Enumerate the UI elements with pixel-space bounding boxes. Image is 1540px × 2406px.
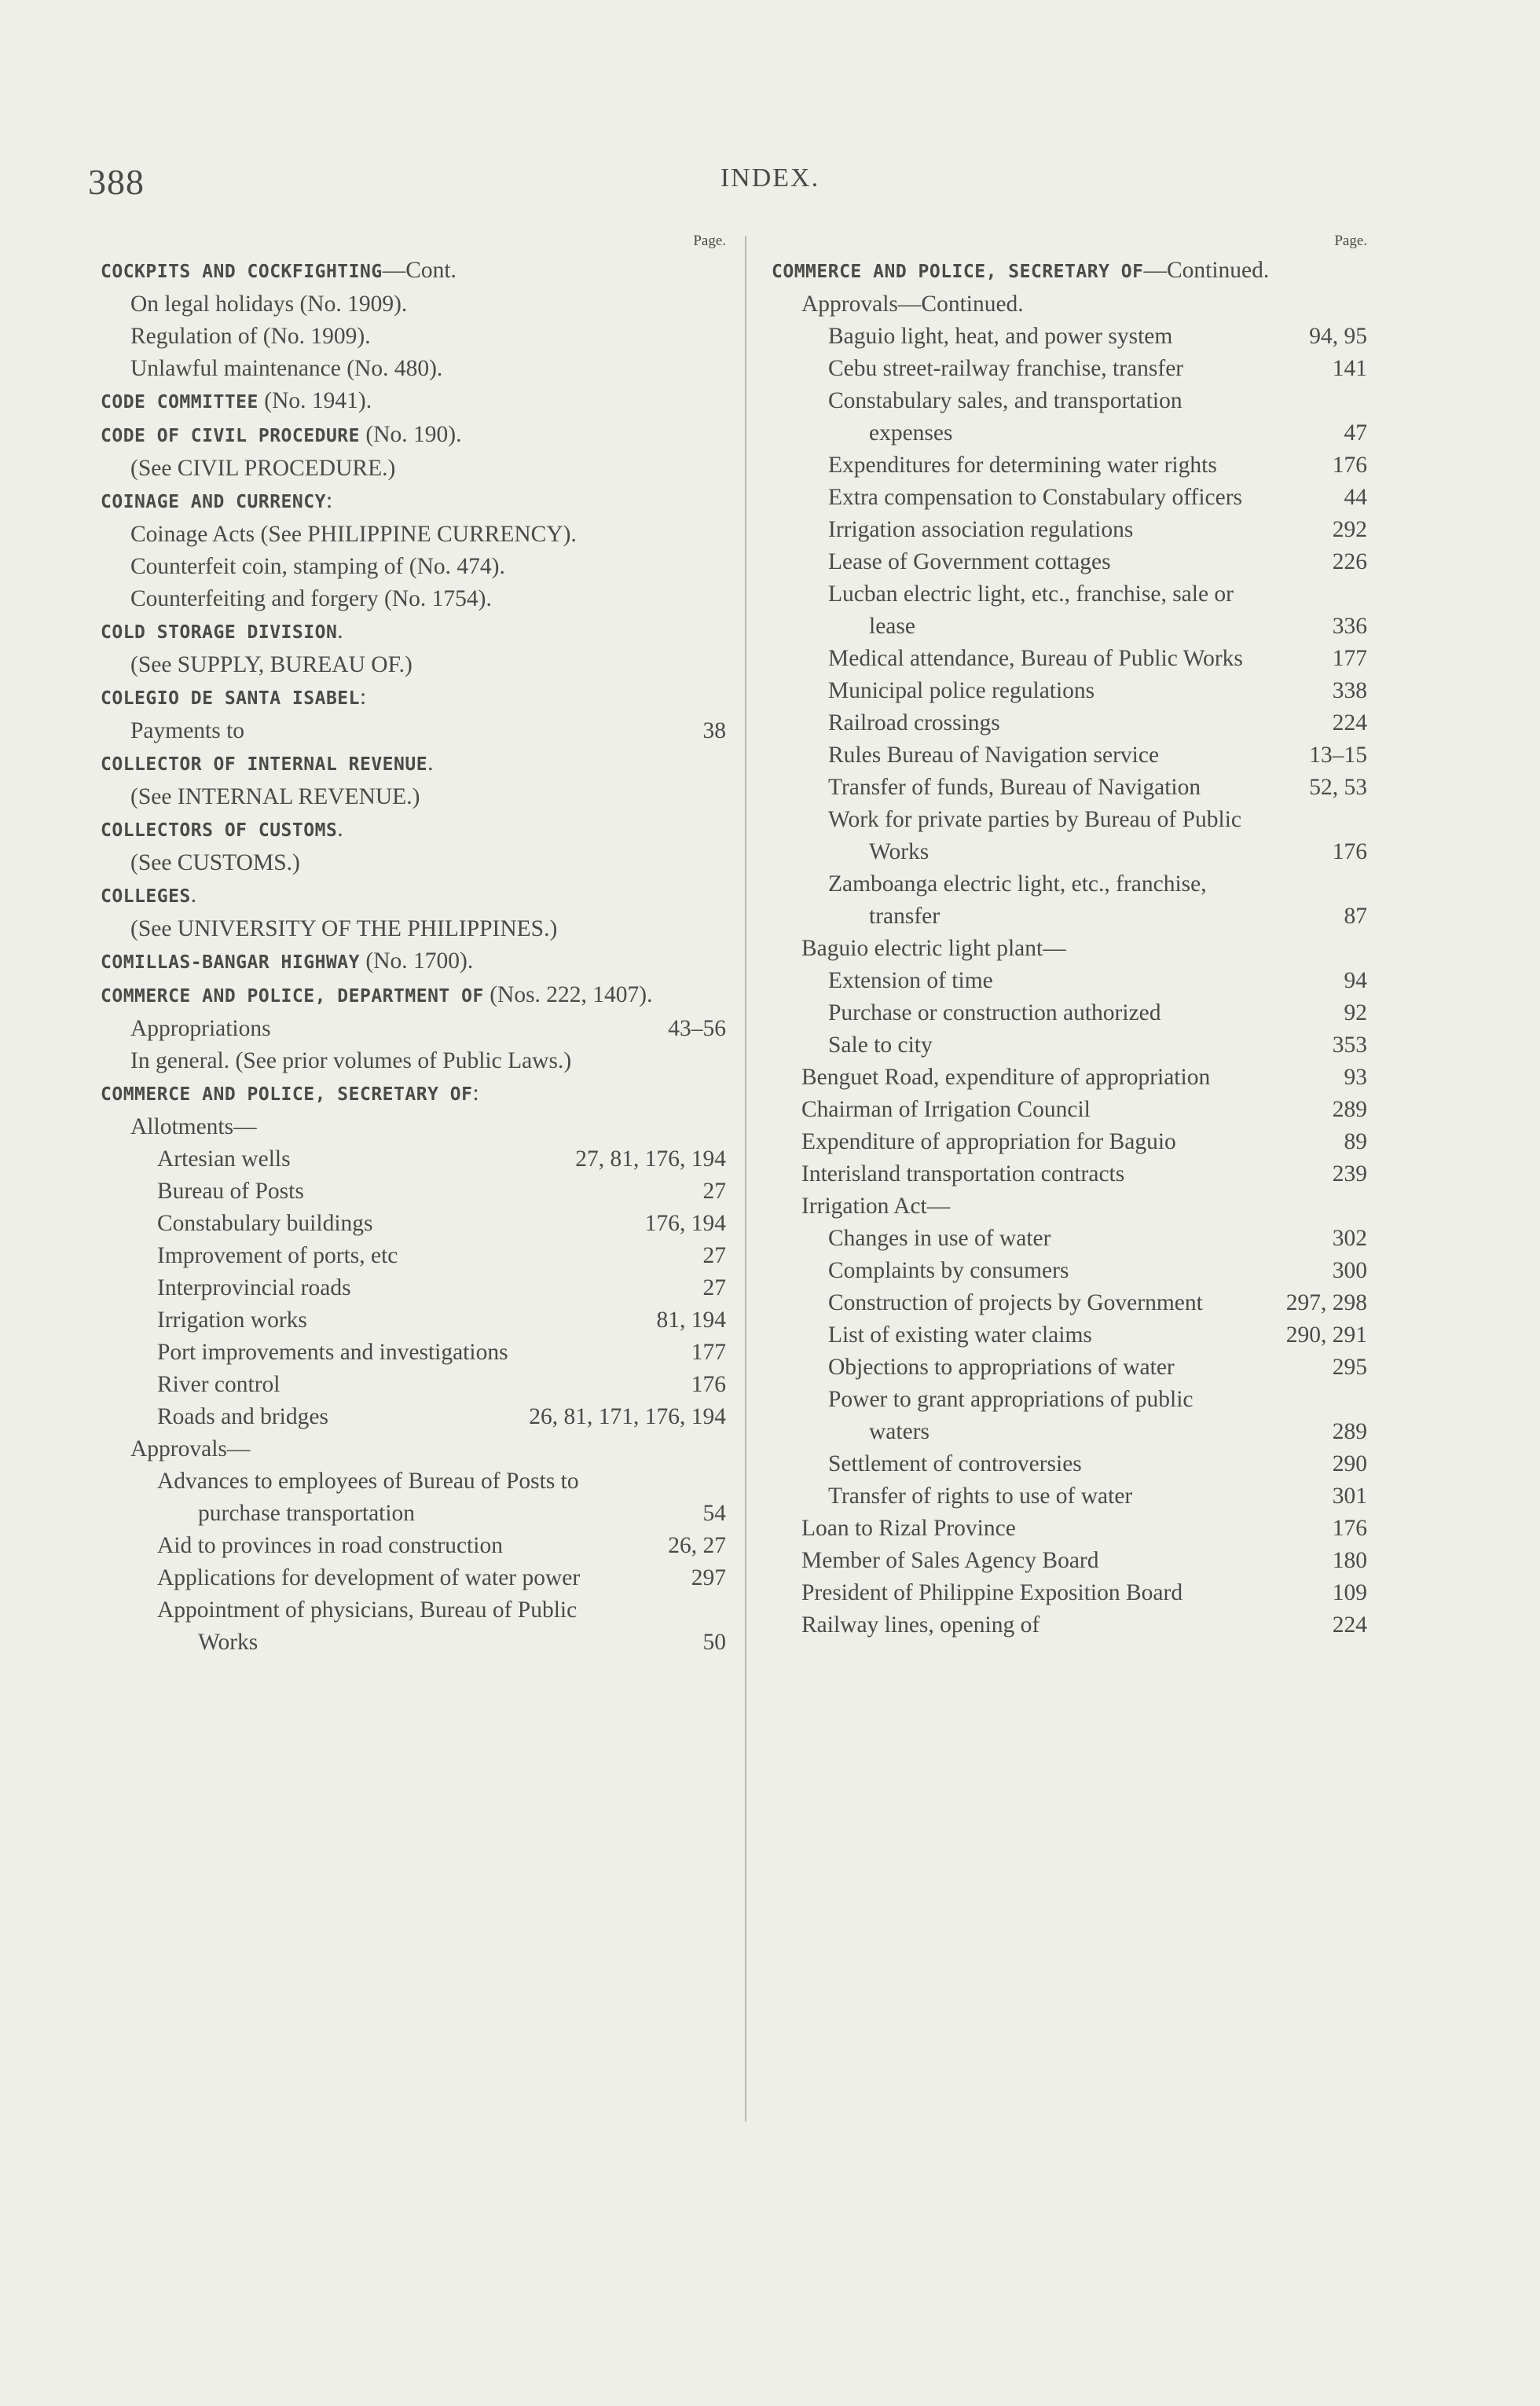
index-subentry xyxy=(101,1465,726,1530)
index-subentry xyxy=(772,868,1367,933)
entry-text: Port improvements and investigations xyxy=(157,1340,508,1365)
entry-text: Counterfeiting and forgery (No. 1754). xyxy=(130,586,492,611)
entry-text: Settlement of controversies xyxy=(828,1451,1082,1476)
index-heading xyxy=(101,255,726,288)
index-subentry xyxy=(772,643,1367,675)
index-subentry xyxy=(772,1609,1367,1641)
entry-text: Work for private parties by Bureau of Public Works xyxy=(828,807,1242,864)
entry-text: Complaints by consumers xyxy=(828,1258,1069,1283)
entry-text: Railroad crossings xyxy=(828,710,1000,735)
entry-text: Objections to appropriations of water xyxy=(828,1355,1175,1380)
entry-text: Counterfeit coin, stamping of (No. 474). xyxy=(130,554,505,579)
entry-text: List of existing water claims xyxy=(828,1322,1092,1348)
entry-text: Lease of Government cottages xyxy=(828,549,1111,574)
page-reference: 297, 298 xyxy=(1285,1290,1367,1315)
page-reference: 87 xyxy=(1344,904,1367,929)
index-subentry xyxy=(772,1513,1367,1545)
entry-text: Changes in use of water xyxy=(828,1226,1051,1251)
page-number: 388 xyxy=(88,162,145,202)
entry-text: Extra compensation to Constabulary officers xyxy=(828,485,1243,510)
index-subentry xyxy=(772,1480,1367,1513)
index-subentry xyxy=(101,1304,726,1337)
page-reference: 141 xyxy=(1332,356,1367,381)
entry-text: River control xyxy=(157,1372,280,1397)
entry-text: Benguet Road, expenditure of appropriation xyxy=(801,1065,1211,1090)
entry-text: Power to grant appropriations of public waters xyxy=(828,1387,1194,1444)
page-reference: 27 xyxy=(702,1179,726,1204)
page-reference: 54 xyxy=(702,1501,726,1526)
entry-text: (See INTERNAL REVENUE.) xyxy=(130,784,420,809)
index-subentry xyxy=(772,675,1367,707)
index-subentry xyxy=(101,1240,726,1272)
entry-text: Medical attendance, Bureau of Public Works xyxy=(828,646,1243,671)
page-reference: 224 xyxy=(1332,1612,1367,1638)
index-subentry xyxy=(772,1223,1367,1255)
index-subentry xyxy=(772,933,1367,965)
entry-text: (See CUSTOMS.) xyxy=(130,850,300,875)
index-subentry xyxy=(101,353,726,385)
index-subentry xyxy=(772,804,1367,868)
entry-text: In general. (See prior volumes of Public Laws.) xyxy=(130,1048,572,1073)
right-page-label: Page. xyxy=(1334,233,1367,249)
index-subentry xyxy=(101,715,726,747)
index-subentry xyxy=(101,583,726,615)
index-subentry xyxy=(101,1175,726,1208)
index-subentry xyxy=(101,649,726,681)
index-subentry xyxy=(772,353,1367,385)
index-heading xyxy=(101,879,726,913)
index-subentry xyxy=(101,1337,726,1369)
index-subentry xyxy=(772,578,1367,643)
page-reference: 289 xyxy=(1332,1419,1367,1444)
entry-text: (See UNIVERSITY OF THE PHILIPPINES.) xyxy=(130,916,558,941)
page-reference: 239 xyxy=(1332,1161,1367,1186)
entry-text: Construction of projects by Government xyxy=(828,1290,1203,1315)
page-reference: 26, 81, 171, 176, 194 xyxy=(529,1404,726,1429)
index-subentry xyxy=(772,997,1367,1029)
entry-text: Purchase or construction authorized xyxy=(828,1000,1161,1025)
entry-text: —Cont. xyxy=(382,258,456,283)
index-subentry xyxy=(772,1062,1367,1094)
index-subentry xyxy=(101,1111,726,1143)
index-subentry xyxy=(772,772,1367,804)
page-reference: 94, 95 xyxy=(1309,324,1367,349)
entry-text: Chairman of Irrigation Council xyxy=(801,1097,1091,1122)
left-entries xyxy=(101,255,726,1659)
entry-text: Zamboanga electric light, etc., franchise, transfer xyxy=(828,871,1207,929)
heading-term: COLD STORAGE DIVISION xyxy=(101,622,338,643)
index-subentry xyxy=(772,965,1367,997)
entry-text: Appointment of physicians, Bureau of Public Works xyxy=(157,1597,578,1655)
entry-text: Sale to city xyxy=(828,1032,933,1058)
index-subentry xyxy=(101,1045,726,1077)
index-subentry xyxy=(101,1013,726,1045)
index-subentry xyxy=(101,1594,726,1659)
entry-text: Transfer of funds, Bureau of Navigation xyxy=(828,775,1201,800)
page-reference: 176 xyxy=(1332,453,1367,478)
index-subentry xyxy=(772,321,1367,353)
entry-text: Unlawful maintenance (No. 480). xyxy=(130,356,443,381)
index-heading xyxy=(101,945,726,979)
entry-text: Constabulary buildings xyxy=(157,1211,373,1236)
index-heading xyxy=(101,385,726,419)
entry-text: Railway lines, opening of xyxy=(801,1612,1040,1638)
entry-text: : xyxy=(472,1080,479,1106)
index-subentry xyxy=(772,1545,1367,1577)
entry-text: Baguio electric light plant— xyxy=(801,936,1066,961)
entry-text: Irrigation Act— xyxy=(801,1194,951,1219)
index-subentry xyxy=(772,1158,1367,1190)
entry-text: (No. 1941). xyxy=(258,388,372,413)
page-reference: 295 xyxy=(1332,1355,1367,1380)
page-reference: 177 xyxy=(1332,646,1367,671)
entry-text: Transfer of rights to use of water xyxy=(828,1484,1133,1509)
page-reference: 289 xyxy=(1332,1097,1367,1122)
index-subentry xyxy=(772,482,1367,514)
entry-text: Improvement of ports, etc xyxy=(157,1243,398,1268)
index-subentry xyxy=(772,449,1367,482)
index-subentry xyxy=(101,321,726,353)
index-subentry xyxy=(772,514,1367,546)
entry-text: —Continued. xyxy=(1143,258,1270,283)
page-reference: 89 xyxy=(1344,1129,1367,1154)
index-subentry xyxy=(101,1433,726,1465)
entry-text: (See SUPPLY, BUREAU OF.) xyxy=(130,652,412,677)
page-reference: 177 xyxy=(691,1340,726,1365)
entry-text: (No. 190). xyxy=(360,422,462,447)
index-subentry xyxy=(101,519,726,551)
entry-text: Aid to provinces in road construction xyxy=(157,1533,503,1558)
entry-text: Regulation of (No. 1909). xyxy=(130,324,371,349)
entry-text: Member of Sales Agency Board xyxy=(801,1548,1099,1573)
entry-text: Advances to employees of Bureau of Posts to purchase transportation xyxy=(157,1469,579,1526)
page-reference: 226 xyxy=(1332,549,1367,574)
page-reference: 176 xyxy=(691,1372,726,1397)
entry-text: Interisland transportation contracts xyxy=(801,1161,1125,1186)
entry-text: (Nos. 222, 1407). xyxy=(483,982,653,1007)
left-column xyxy=(101,228,726,1659)
right-entries xyxy=(772,255,1367,1641)
heading-term: COLLECTOR OF INTERNAL REVENUE xyxy=(101,754,428,775)
entry-text: Coinage Acts (See PHILIPPINE CURRENCY). xyxy=(130,522,577,547)
entry-text: Municipal police regulations xyxy=(828,678,1095,703)
column-divider xyxy=(745,236,746,2122)
index-subentry xyxy=(101,1272,726,1304)
page-reference: 44 xyxy=(1344,485,1367,510)
page-reference: 27, 81, 176, 194 xyxy=(575,1146,726,1172)
page-reference: 176 xyxy=(1332,1516,1367,1541)
heading-term: CODE OF CIVIL PROCEDURE xyxy=(101,426,360,446)
index-heading xyxy=(101,615,726,649)
entry-text: Lucban electric light, etc., franchise, sale or lease xyxy=(828,581,1234,639)
index-subentry xyxy=(101,1208,726,1240)
index-subentry xyxy=(772,1126,1367,1158)
entry-text: Payments to xyxy=(130,718,245,743)
index-subentry xyxy=(772,1448,1367,1480)
index-subentry xyxy=(772,1384,1367,1448)
heading-term: COINAGE AND CURRENCY xyxy=(101,492,326,512)
index-subentry xyxy=(101,913,726,945)
page-reference: 336 xyxy=(1332,614,1367,639)
page-reference: 224 xyxy=(1332,710,1367,735)
index-subentry xyxy=(772,707,1367,739)
index-subentry xyxy=(772,739,1367,772)
page-reference: 81, 194 xyxy=(656,1308,726,1333)
index-subentry xyxy=(101,1562,726,1594)
entry-text: Interprovincial roads xyxy=(157,1275,351,1300)
page-reference: 180 xyxy=(1332,1548,1367,1573)
page-reference: 13–15 xyxy=(1309,743,1367,768)
index-subentry xyxy=(772,1577,1367,1609)
entry-text: Roads and bridges xyxy=(157,1404,328,1429)
right-column xyxy=(772,228,1367,1641)
index-subentry xyxy=(101,551,726,583)
index-heading xyxy=(101,747,726,781)
heading-term: CODE COMMITTEE xyxy=(101,392,258,413)
entry-text: Rules Bureau of Navigation service xyxy=(828,743,1160,768)
index-subentry xyxy=(772,1029,1367,1062)
page-reference: 52, 53 xyxy=(1309,775,1367,800)
entry-text: Baguio light, heat, and power system xyxy=(828,324,1173,349)
index-subentry xyxy=(101,847,726,879)
entry-text: Expenditures for determining water rights xyxy=(828,453,1217,478)
page-reference: 292 xyxy=(1332,517,1367,542)
page-reference: 290 xyxy=(1332,1451,1367,1476)
entry-text: Applications for development of water power xyxy=(157,1565,581,1590)
entry-text: On legal holidays (No. 1909). xyxy=(130,292,408,317)
index-subentry xyxy=(101,1143,726,1175)
page-reference: 94 xyxy=(1344,968,1367,993)
page-title: INDEX. xyxy=(720,163,820,193)
entry-text: . xyxy=(337,618,343,644)
index-subentry xyxy=(772,1094,1367,1126)
entry-text: Constabulary sales, and transportation expenses xyxy=(828,388,1182,446)
entry-text: Allotments— xyxy=(130,1114,257,1139)
entry-text: Approvals— xyxy=(130,1436,251,1462)
index-subentry xyxy=(772,1190,1367,1223)
page-reference: 26, 27 xyxy=(668,1533,726,1558)
page-reference: 27 xyxy=(702,1243,726,1268)
page-reference: 300 xyxy=(1332,1258,1367,1283)
entry-text: Extension of time xyxy=(828,968,993,993)
page-reference: 176, 194 xyxy=(644,1211,726,1236)
entry-text: Loan to Rizal Province xyxy=(801,1516,1016,1541)
entry-text: Bureau of Posts xyxy=(157,1179,304,1204)
entry-text: : xyxy=(360,684,367,710)
index-heading xyxy=(772,255,1367,288)
index-subentry xyxy=(772,1287,1367,1319)
index-subentry xyxy=(772,546,1367,578)
index-subentry xyxy=(772,1319,1367,1352)
entry-text: (No. 1700). xyxy=(360,948,474,974)
entry-text: Irrigation association regulations xyxy=(828,517,1134,542)
index-heading xyxy=(101,419,726,453)
entry-text: Approvals—Continued. xyxy=(801,292,1024,317)
page-reference: 290, 291 xyxy=(1285,1322,1367,1348)
entry-text: . xyxy=(190,882,197,908)
page-reference: 47 xyxy=(1344,420,1367,446)
entry-text: Cebu street-railway franchise, transfer xyxy=(828,356,1184,381)
entry-text: Appropriations xyxy=(130,1016,271,1041)
entry-text: Irrigation works xyxy=(157,1308,307,1333)
heading-term: COLLECTORS OF CUSTOMS xyxy=(101,820,338,841)
heading-term: COMMERCE AND POLICE, SECRETARY OF xyxy=(101,1084,473,1105)
page-reference: 43–56 xyxy=(668,1016,726,1041)
index-subentry xyxy=(101,1369,726,1401)
index-heading xyxy=(101,485,726,519)
heading-term: COLEGIO DE SANTA ISABEL xyxy=(101,688,360,709)
page-reference: 297 xyxy=(691,1565,726,1590)
heading-term: COMILLAS-BANGAR HIGHWAY xyxy=(101,952,360,973)
heading-term: COMMERCE AND POLICE, SECRETARY OF xyxy=(772,262,1144,282)
heading-term: COCKPITS AND COCKFIGHTING xyxy=(101,262,383,282)
heading-term: COMMERCE AND POLICE, DEPARTMENT OF xyxy=(101,986,484,1007)
page-reference: 302 xyxy=(1332,1226,1367,1251)
heading-term: COLLEGES xyxy=(101,886,191,907)
page-reference: 176 xyxy=(1332,839,1367,864)
page-reference: 338 xyxy=(1332,678,1367,703)
page-reference: 109 xyxy=(1332,1580,1367,1605)
page-reference: 38 xyxy=(702,718,726,743)
page-reference: 353 xyxy=(1332,1032,1367,1058)
index-heading xyxy=(101,1077,726,1111)
index-subentry xyxy=(772,1352,1367,1384)
entry-text: : xyxy=(325,488,333,513)
page-reference: 50 xyxy=(702,1630,726,1655)
index-heading xyxy=(101,813,726,847)
page-reference: 93 xyxy=(1344,1065,1367,1090)
index-subentry xyxy=(772,288,1367,321)
index-subentry xyxy=(101,781,726,813)
index-subentry xyxy=(101,1401,726,1433)
index-heading xyxy=(101,681,726,715)
entry-text: . xyxy=(337,816,343,842)
page-reference: 27 xyxy=(702,1275,726,1300)
index-heading xyxy=(101,979,726,1013)
index-subentry xyxy=(101,1530,726,1562)
entry-text: . xyxy=(427,750,434,776)
entry-text: Expenditure of appropriation for Baguio xyxy=(801,1129,1176,1154)
index-subentry xyxy=(101,453,726,485)
entry-text: (See CIVIL PROCEDURE.) xyxy=(130,456,396,481)
index-subentry xyxy=(772,1255,1367,1287)
page-reference: 301 xyxy=(1332,1484,1367,1509)
index-subentry xyxy=(101,288,726,321)
entry-text: President of Philippine Exposition Board xyxy=(801,1580,1183,1605)
entry-text: Artesian wells xyxy=(157,1146,291,1172)
left-page-label: Page. xyxy=(693,233,726,249)
index-subentry xyxy=(772,385,1367,449)
page-reference: 92 xyxy=(1344,1000,1367,1025)
